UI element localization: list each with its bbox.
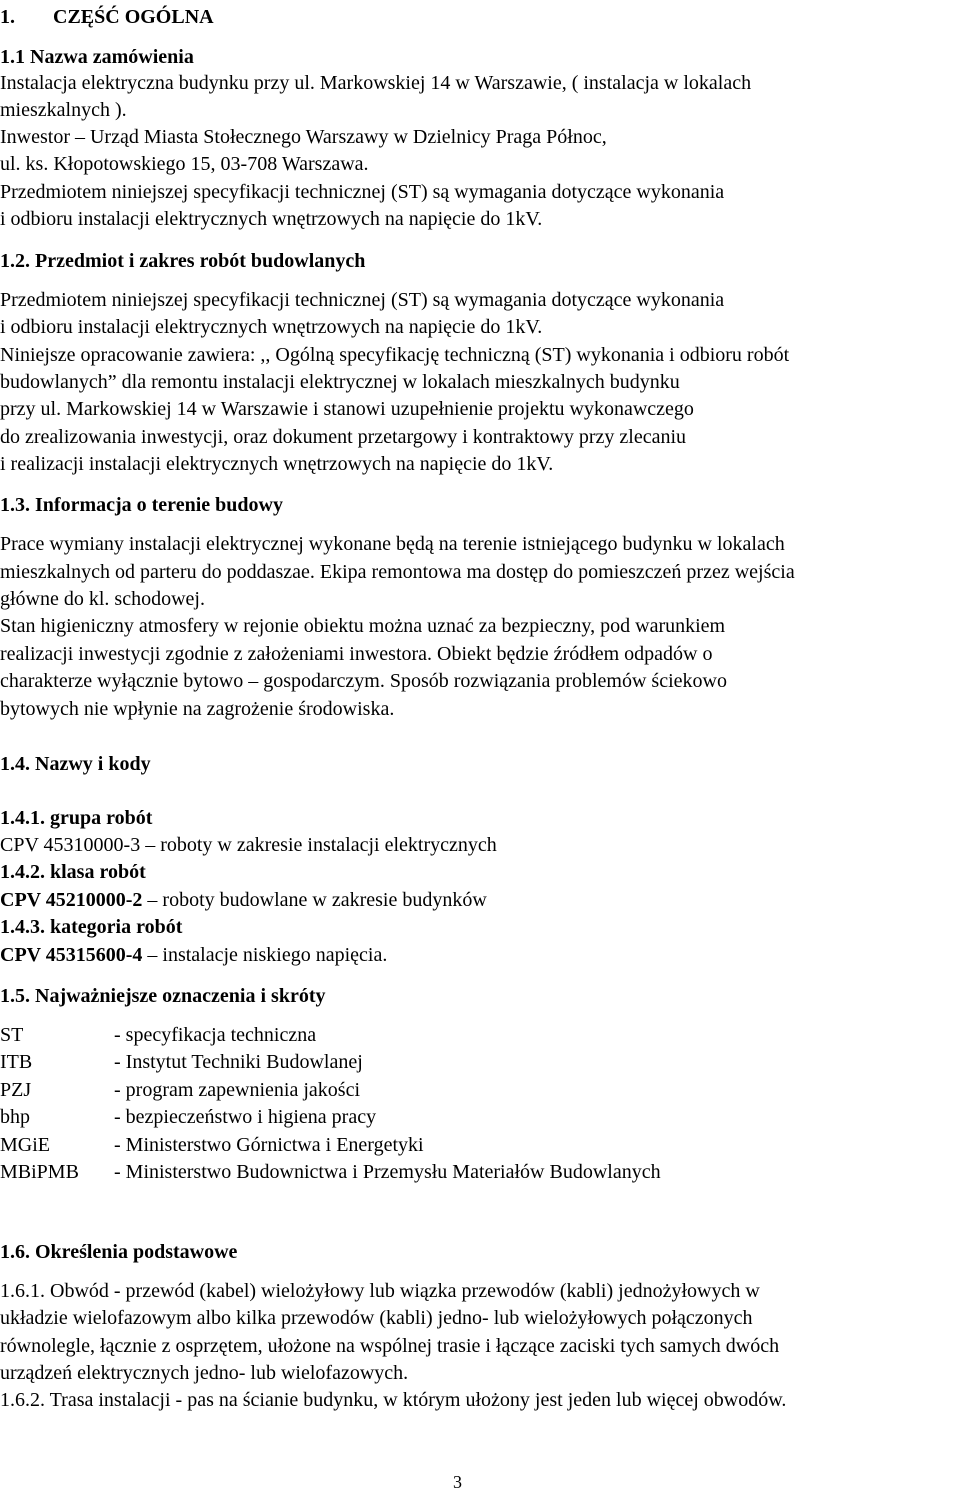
paragraph-line: Przedmiotem niniejszej specyfikacji technicznej (ST) są wymagania dotyczące wykonania [0, 289, 725, 311]
abbreviation-meaning: - Instytut Techniki Budowlanej [114, 1051, 363, 1073]
abbreviation-row [0, 1022, 316, 1048]
paragraph-line: przy ul. Markowskiej 14 w Warszawie i stanowi uzupełnienie projektu wykonawczego [0, 398, 694, 420]
subsection-1-4-2-heading: 1.4.2. klasa robót [0, 861, 146, 883]
abbreviation: ITB [0, 1051, 33, 1073]
paragraph-line: 1.6.1. Obwód - przewód (kabel) wielożyłowy lub wiązka przewodów (kabli) jednożyłowych w [0, 1280, 760, 1302]
cpv-description: – roboty w zakresie instalacji elektrycznych [140, 834, 497, 856]
section-1-2-heading: 1.2. Przedmiot i zakres robót budowlanych [0, 250, 366, 272]
abbreviation-meaning: - program zapewnienia jakości [114, 1079, 361, 1101]
paragraph-line: charakterze wyłącznie bytowo – gospodarczym. Sposób rozwiązania problemów ściekowo [0, 670, 727, 692]
paragraph-line: budowlanych” dla remontu instalacji elektrycznej w lokalach mieszkalnych budynku [0, 371, 680, 393]
main-heading-number: 1. [0, 6, 15, 28]
cpv-description: – roboty budowlane w zakresie budynków [142, 889, 487, 911]
section-1-3-heading: 1.3. Informacja o terenie budowy [0, 494, 283, 516]
paragraph-line: do zrealizowania inwestycji, oraz dokument przetargowy i kontraktowy przy zlecaniu [0, 426, 687, 448]
abbreviation-meaning: - specyfikacja techniczna [114, 1024, 317, 1046]
paragraph-line: Niniejsze opracowanie zawiera: ,, Ogólną specyfikację techniczną (ST) wykonania i odbioru robót [0, 344, 790, 366]
abbreviation-meaning: - Ministerstwo Górnictwa i Energetyki [114, 1134, 424, 1156]
abbreviation-row [0, 1077, 360, 1103]
abbreviation: MBiPMB [0, 1161, 79, 1183]
paragraph-line: równolegle, łącznie z osprzętem, ułożone na wspólnej trasie i łączące zaciski tych samych dwóch [0, 1335, 780, 1357]
abbreviation-meaning: - bezpieczeństwo i higiena pracy [114, 1106, 377, 1128]
paragraph-line: i odbioru instalacji elektrycznych wnętrzowych na napięcie do 1kV. [0, 316, 543, 338]
paragraph-line: mieszkalnych od parteru do poddaszae. Ekipa remontowa ma dostęp do pomieszczeń przez wejścia [0, 561, 795, 583]
paragraph-line: Przedmiotem niniejszej specyfikacji technicznej (ST) są wymagania dotyczące wykonania [0, 181, 725, 203]
paragraph-line: ul. ks. Kłopotowskiego 15, 03-708 Warszawa. [0, 153, 369, 175]
paragraph-line: i odbioru instalacji elektrycznych wnętrzowych na napięcie do 1kV. [0, 208, 543, 230]
section-1-6-heading: 1.6. Określenia podstawowe [0, 1241, 238, 1263]
cpv-code-line [0, 887, 487, 913]
abbreviation: PZJ [0, 1079, 32, 1101]
paragraph-line: urządzeń elektrycznych jedno- lub wielofazowych. [0, 1362, 409, 1384]
abbreviation-row [0, 1104, 376, 1130]
subsection-1-4-3-heading: 1.4.3. kategoria robót [0, 916, 183, 938]
paragraph-line: główne do kl. schodowej. [0, 588, 205, 610]
cpv-code-line [0, 942, 387, 968]
paragraph-line: 1.6.2. Trasa instalacji - pas na ścianie budynku, w którym ułożony jest jeden lub więcej obwodów. [0, 1389, 787, 1411]
main-heading [0, 4, 214, 30]
abbreviation: bhp [0, 1106, 30, 1128]
abbreviation: MGiE [0, 1134, 50, 1156]
section-1-1-heading: 1.1 Nazwa zamówienia [0, 46, 194, 68]
paragraph-line: realizacji inwestycji zgodnie z założeniami inwestora. Obiekt będzie źródłem odpadów o [0, 643, 713, 665]
paragraph-line: Instalacja elektryczna budynku przy ul. Markowskiej 14 w Warszawie, ( instalacja w lokalach [0, 72, 752, 94]
cpv-code: CPV 45210000-2 [0, 889, 143, 911]
abbreviation-row [0, 1132, 424, 1158]
cpv-description: – instalacje niskiego napięcia. [142, 944, 388, 966]
abbreviation-row [0, 1049, 363, 1075]
paragraph-line: i realizacji instalacji elektrycznych wnętrzowych na napięcie do 1kV. [0, 453, 554, 475]
section-1-4-heading: 1.4. Nazwy i kody [0, 753, 151, 775]
subsection-1-4-1-heading: 1.4.1. grupa robót [0, 807, 153, 829]
abbreviation-row [0, 1159, 661, 1185]
paragraph-line: bytowych nie wpłynie na zagrożenie środowiska. [0, 698, 395, 720]
page-number: 3 [453, 1472, 462, 1492]
cpv-code: CPV 45310000-3 [0, 834, 141, 856]
paragraph-line: Inwestor – Urząd Miasta Stołecznego Warszawy w Dzielnicy Praga Północ, [0, 126, 607, 148]
paragraph-line: układzie wielofazowym albo kilka przewodów (kabli) jedno- lub wielożyłowych połączonych [0, 1307, 753, 1329]
abbreviation: ST [0, 1024, 24, 1046]
abbreviation-meaning: - Ministerstwo Budownictwa i Przemysłu Materiałów Budowlanych [114, 1161, 661, 1183]
paragraph-line: Prace wymiany instalacji elektrycznej wykonane będą na terenie istniejącego budynku w lokalach [0, 533, 785, 555]
cpv-code: CPV 45315600-4 [0, 944, 143, 966]
cpv-code-line [0, 832, 497, 858]
main-heading-title: CZĘŚĆ OGÓLNA [53, 6, 214, 28]
paragraph-line: mieszkalnych ). [0, 99, 127, 121]
paragraph-line: Stan higieniczny atmosfery w rejonie obiektu można uznać za bezpieczny, pod warunkiem [0, 615, 726, 637]
section-1-5-heading: 1.5. Najważniejsze oznaczenia i skróty [0, 985, 326, 1007]
